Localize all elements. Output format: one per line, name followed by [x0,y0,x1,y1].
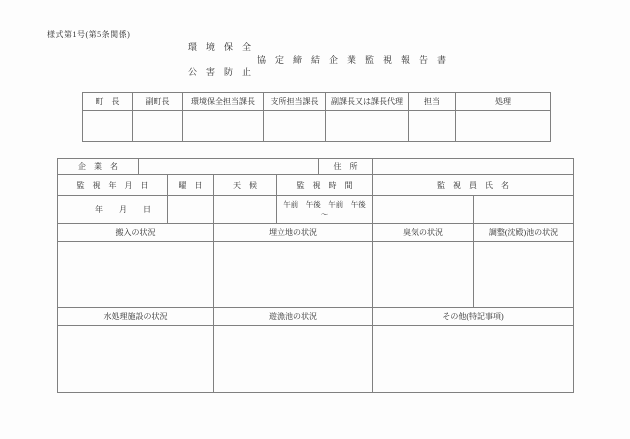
title-env-line: 環 境 保 全 [188,42,252,52]
carry-in-status-field[interactable] [58,242,214,308]
odor-status-header: 臭気の状況 [373,224,474,242]
approval-stamp-cell-deputy-section-chief[interactable] [326,111,409,142]
settling-pond-status-field[interactable] [474,242,574,308]
approval-header-mayor: 町 長 [83,93,133,111]
water-treatment-status-header: 水処理施設の状況 [58,308,214,326]
time-range-tilde: ～ [320,209,329,219]
odor-status-field[interactable] [373,242,474,308]
approval-stamp-cell-staff[interactable] [409,111,456,142]
weather-header: 天 候 [214,175,277,196]
settling-pond-status-header: 調整(沈殿)池の状況 [474,224,574,242]
landfill-status-header: 埋立地の状況 [214,224,373,242]
monitoring-time-header: 監 視 時 間 [277,175,373,196]
approval-stamp-cell-deputy-mayor[interactable] [133,111,183,142]
approval-stamp-cell-env-section-chief[interactable] [183,111,264,142]
approval-header-deputy-section-chief: 副課長又は課長代理 [326,93,409,111]
time-ampm-labels: 午前 午後 午前 午後 [283,200,366,210]
report-title [188,43,446,77]
title-side-lines [188,43,251,77]
approval-header-env-section-chief: 環境保全担当課長 [183,93,264,111]
date-input-cell[interactable]: 年 月 日 [58,196,168,224]
title-main-line: 協 定 締 結 企 業 監 視 報 告 書 [257,54,447,65]
weekday-field[interactable] [168,196,214,224]
fishing-pond-status-field[interactable] [214,326,373,393]
approval-stamp-table [82,92,551,142]
other-notes-field[interactable] [373,326,574,393]
inspector-field-1[interactable] [373,196,474,224]
approval-stamp-cell-processing[interactable] [456,111,551,142]
approval-stamp-cell-mayor[interactable] [83,111,133,142]
company-name-label: 企 業 名 [58,159,139,175]
landfill-status-field[interactable] [214,242,373,308]
fishing-pond-status-header: 遊漁池の状況 [214,308,373,326]
approval-header-processing: 処理 [456,93,551,111]
time-input-cell[interactable] [277,196,373,224]
title-pollution-line: 公 害 防 止 [188,67,252,77]
water-treatment-status-field[interactable] [58,326,214,393]
weather-field[interactable] [214,196,277,224]
inspector-name-header: 監 視 員 氏 名 [373,175,574,196]
inspector-field-2[interactable] [474,196,574,224]
weekday-header: 曜 日 [168,175,214,196]
approval-stamp-cell-branch-section-chief[interactable] [264,111,326,142]
monitoring-report-table [57,158,574,393]
form-number: 様式第1号(第5条関係) [47,30,131,39]
address-label: 住 所 [319,159,373,175]
other-notes-header: その他(特記事項) [373,308,574,326]
carry-in-status-header: 搬入の状況 [58,224,214,242]
address-field[interactable] [373,159,574,175]
company-name-field[interactable] [139,159,319,175]
approval-header-branch-section-chief: 支所担当課長 [264,93,326,111]
approval-header-deputy-mayor: 副町長 [133,93,183,111]
approval-header-staff: 担当 [409,93,456,111]
monitoring-date-header: 監 視 年 月 日 [58,175,168,196]
